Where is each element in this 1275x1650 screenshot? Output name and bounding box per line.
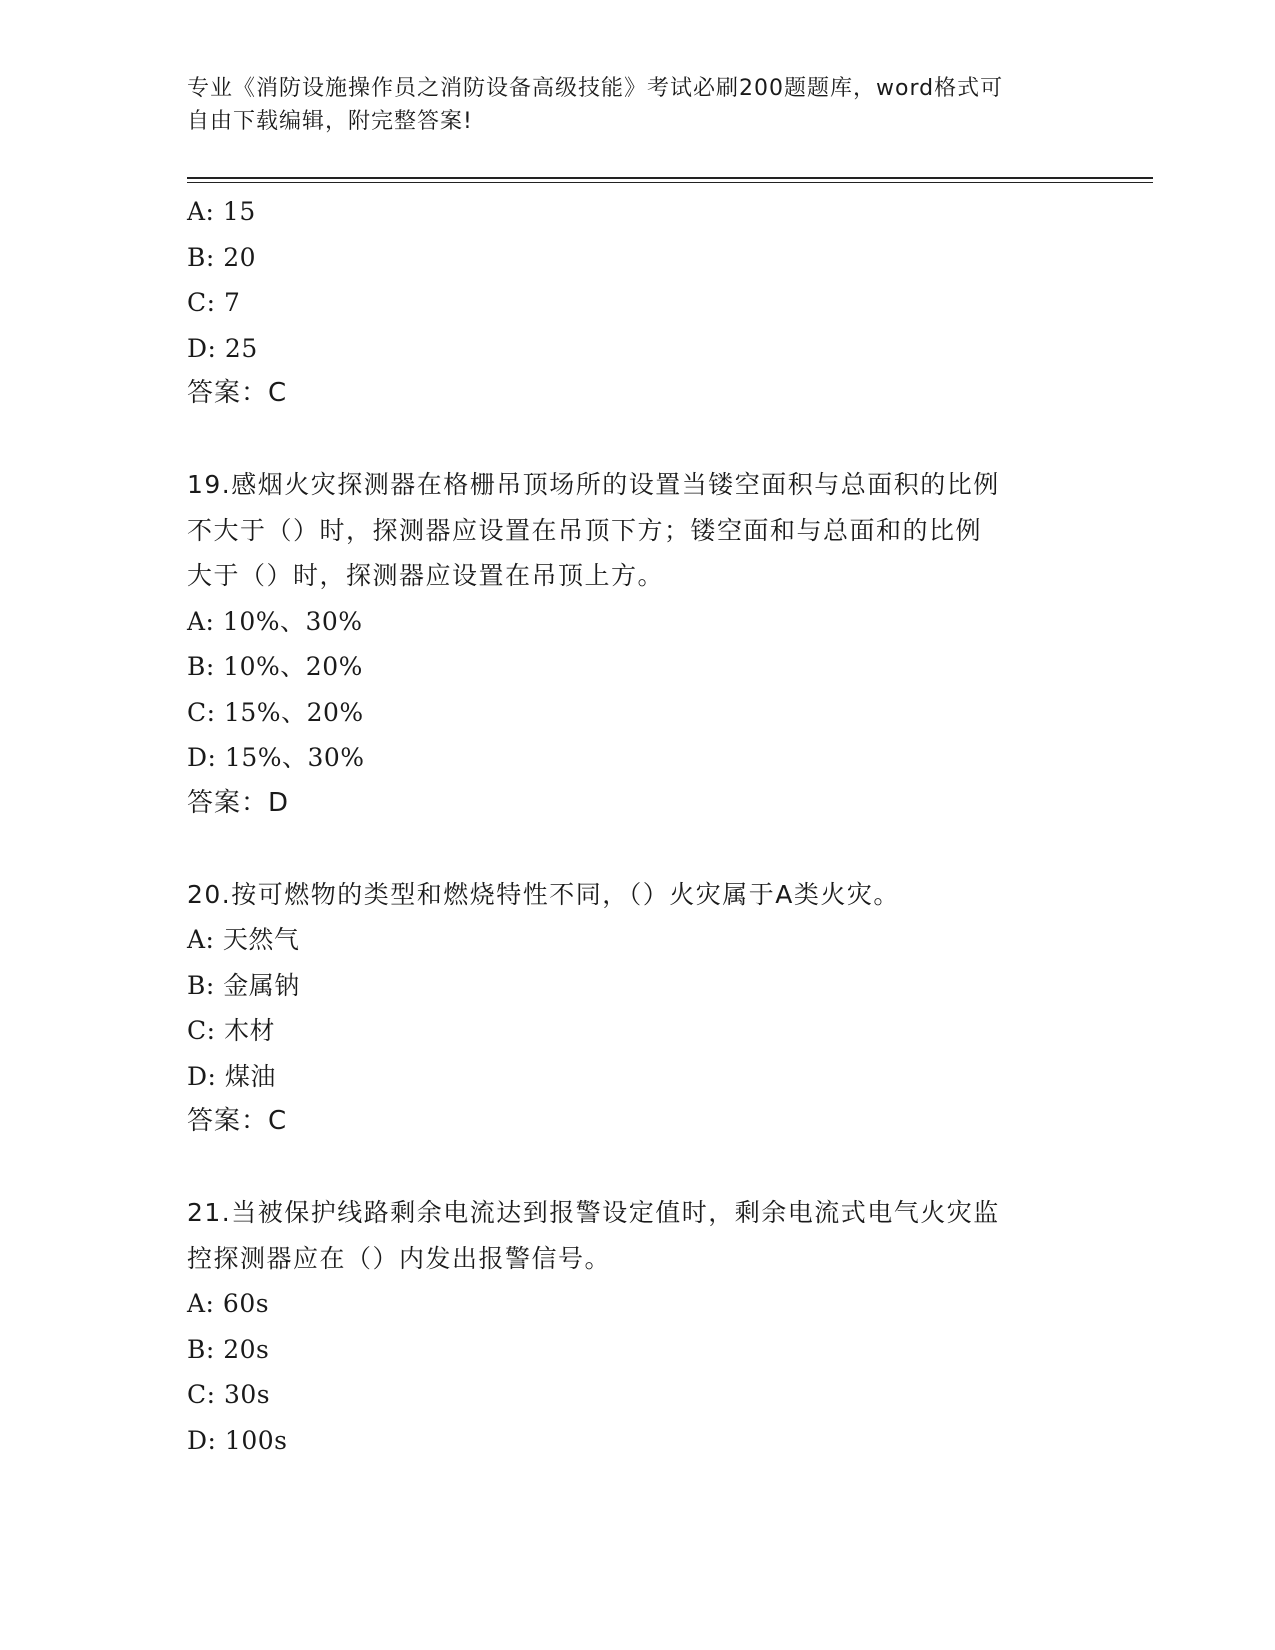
spacer	[187, 417, 1087, 463]
option-b: B: 10%、20%	[187, 652, 363, 681]
option-a: A: 60s	[187, 1289, 270, 1318]
question-text-line: 21.当被保护线路剩余电流达到报警设定值时，剩余电流式电气火灾监	[187, 1198, 1000, 1227]
option-d: D: 25	[187, 333, 258, 363]
option-d: D: 煤油	[187, 1061, 276, 1091]
header-line-1: 专业《消防设施操作员之消防设备高级技能》考试必刷200题题库，word格式可	[187, 76, 1004, 101]
question-text-line: 大于（）时，探测器应设置在吊顶上方。	[187, 561, 665, 590]
question-20-block	[187, 872, 1087, 1145]
answer-line: 答案：D	[187, 787, 290, 818]
option-c: C: 木材	[187, 1016, 275, 1045]
spacer	[187, 1145, 1087, 1191]
header-divider-thin	[187, 182, 1153, 183]
answer-line: 答案：C	[187, 1106, 288, 1136]
option-a: A: 天然气	[187, 925, 300, 954]
option-b: B: 20	[187, 242, 257, 272]
question-text-line: 不大于（）时，探测器应设置在吊顶下方；镂空面和与总面和的比例	[187, 515, 983, 545]
option-a: A: 10%、30%	[187, 606, 363, 636]
spacer	[187, 826, 1087, 872]
header-divider-thick	[187, 177, 1153, 179]
option-b: B: 20s	[187, 1334, 270, 1364]
answer-line: 答案：C	[187, 378, 288, 408]
option-d: D: 15%、30%	[187, 743, 365, 772]
option-c: C: 7	[187, 288, 241, 317]
question-18-block	[187, 189, 1087, 417]
question-text-line: 20.按可燃物的类型和燃烧特性不同，（）火灾属于A类火灾。	[187, 879, 900, 909]
document-header	[187, 72, 1067, 138]
option-b: B: 金属钠	[187, 970, 300, 1000]
question-text-line: 控探测器应在（）内发出报警信号。	[187, 1243, 612, 1273]
option-c: C: 15%、20%	[187, 697, 364, 727]
question-list	[187, 189, 1087, 1463]
header-line-2: 自由下载编辑，附完整答案!	[187, 109, 473, 134]
question-text-line: 19.感烟火灾探测器在格栅吊顶场所的设置当镂空面积与总面积的比例	[187, 470, 1000, 499]
option-d: D: 100s	[187, 1425, 288, 1455]
option-c: C: 30s	[187, 1380, 271, 1409]
question-21-block	[187, 1190, 1087, 1463]
option-a: A: 15	[187, 197, 256, 226]
question-19-block	[187, 462, 1087, 826]
